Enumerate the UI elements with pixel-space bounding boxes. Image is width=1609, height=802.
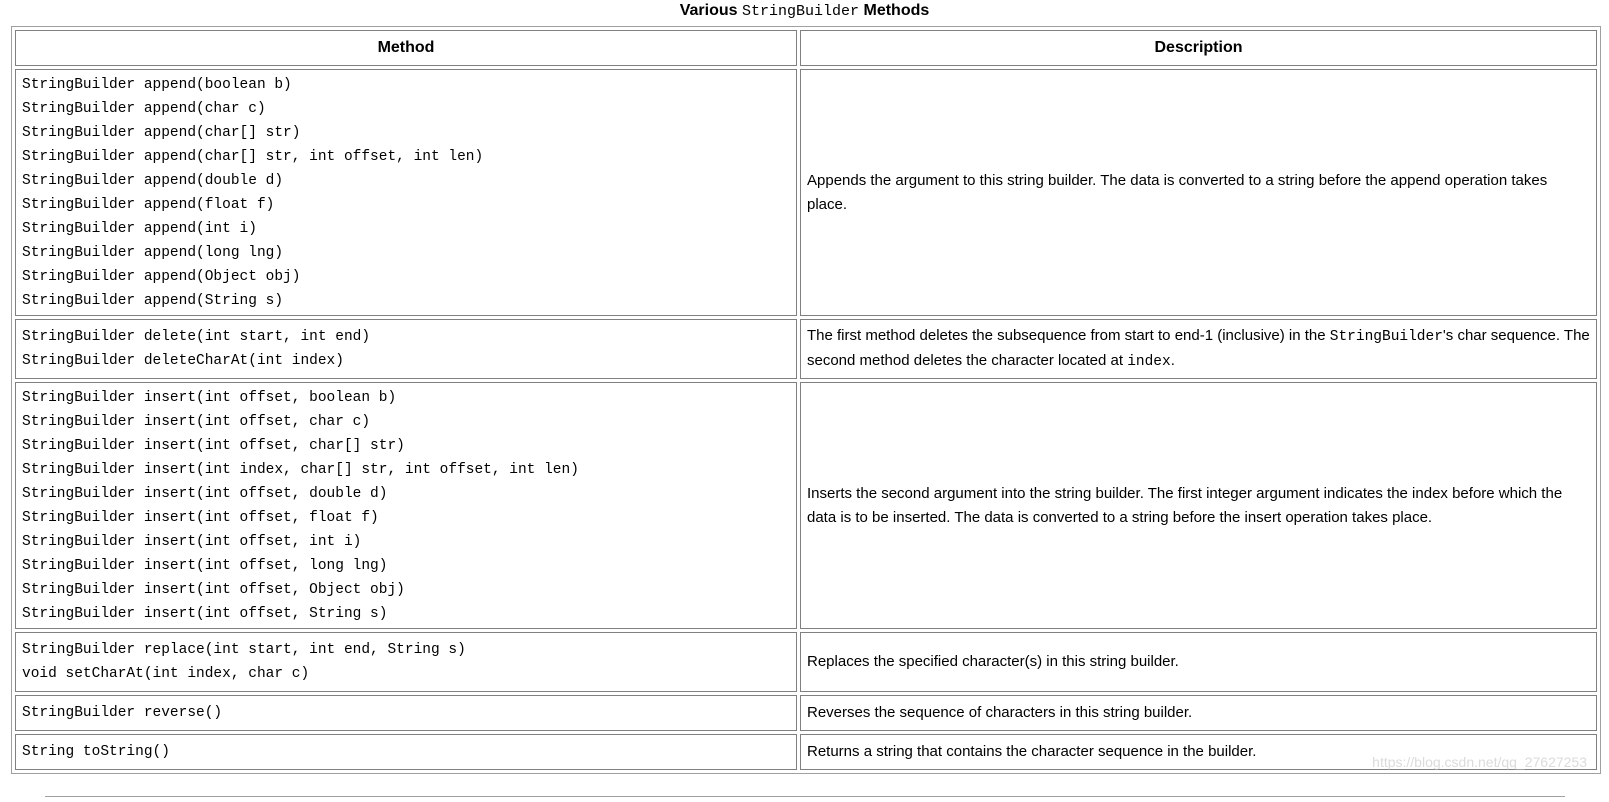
caption-suffix: Methods [863, 2, 930, 19]
method-cell [15, 734, 797, 770]
description-code: index [1127, 354, 1171, 370]
method-cell [15, 319, 797, 379]
caption-code: StringBuilder [742, 3, 860, 20]
method-signature: StringBuilder append(boolean b) [22, 76, 292, 93]
table-row [15, 382, 1597, 629]
method-signature: StringBuilder append(int i) [22, 220, 257, 237]
method-signature: StringBuilder insert(int offset, int i) [22, 533, 362, 550]
description-text: 's char sequence. The second method deletes the character located at [807, 327, 1590, 369]
method-signature: StringBuilder reverse() [22, 705, 223, 721]
method-cell [15, 695, 797, 731]
method-signature: StringBuilder insert(int offset, double d) [22, 485, 388, 502]
method-signature: StringBuilder insert(int offset, char c) [22, 413, 371, 430]
method-signature: StringBuilder insert(int offset, Object obj) [22, 581, 405, 598]
method-signature: StringBuilder append(double d) [22, 172, 284, 189]
methods-table [11, 26, 1601, 774]
method-signature: StringBuilder deleteCharAt(int index) [22, 353, 344, 369]
method-signature: StringBuilder append(char[] str, int offset, int len) [22, 148, 484, 165]
method-signature: StringBuilder append(Object obj) [22, 268, 301, 285]
method-signature: StringBuilder insert(int offset, String s) [22, 605, 388, 622]
header-row [15, 30, 1597, 66]
method-signature: StringBuilder append(long lng) [22, 244, 284, 261]
method-cell [15, 69, 797, 316]
table-row [15, 695, 1597, 731]
method-cell [15, 382, 797, 629]
footer-divider [45, 796, 1565, 797]
caption-prefix: Various [679, 2, 738, 19]
method-column-header: Method [15, 30, 797, 66]
method-signature: StringBuilder replace(int start, int end, String s) [22, 642, 466, 658]
description-column-header: Description [800, 30, 1597, 66]
method-cell [15, 632, 797, 692]
description-code: StringBuilder [1329, 329, 1443, 345]
watermark: https://blog.csdn.net/qq_27627253 [1372, 754, 1587, 770]
method-signature: StringBuilder append(char[] str) [22, 124, 301, 141]
table-row [15, 734, 1597, 770]
description-cell: Inserts the second argument into the string builder. The first integer argument indicates the index before which the data is to be inserted. The data is converted to a string before the insert operation takes place. [800, 382, 1597, 629]
method-signature: StringBuilder insert(int offset, long lng) [22, 557, 388, 574]
description-cell: Reverses the sequence of characters in this string builder. [800, 695, 1597, 731]
description-text: . [1170, 352, 1175, 369]
method-signature: StringBuilder insert(int offset, boolean b) [22, 389, 397, 406]
method-signature: void setCharAt(int index, char c) [22, 666, 310, 682]
method-signature: StringBuilder insert(int offset, char[] str) [22, 437, 405, 454]
table-caption [0, 2, 1609, 21]
method-signature: StringBuilder insert(int offset, float f) [22, 509, 379, 526]
method-signature: StringBuilder delete(int start, int end) [22, 329, 371, 345]
method-signature: StringBuilder append(String s) [22, 292, 284, 309]
method-signature: StringBuilder append(float f) [22, 196, 275, 213]
description-cell: Replaces the specified character(s) in this string builder. [800, 632, 1597, 692]
table-row [15, 319, 1597, 379]
table-row [15, 69, 1597, 316]
table-row [15, 632, 1597, 692]
method-signature: String toString() [22, 744, 170, 760]
description-text: The first method deletes the subsequence from start to end-1 (inclusive) in the [807, 327, 1330, 344]
description-cell [800, 319, 1597, 379]
description-cell: Returns a string that contains the character sequence in the builder. [800, 734, 1597, 770]
method-signature: StringBuilder append(char c) [22, 100, 266, 117]
method-signature: StringBuilder insert(int index, char[] str, int offset, int len) [22, 461, 579, 478]
description-cell: Appends the argument to this string builder. The data is converted to a string before the append operation takes place. [800, 69, 1597, 316]
